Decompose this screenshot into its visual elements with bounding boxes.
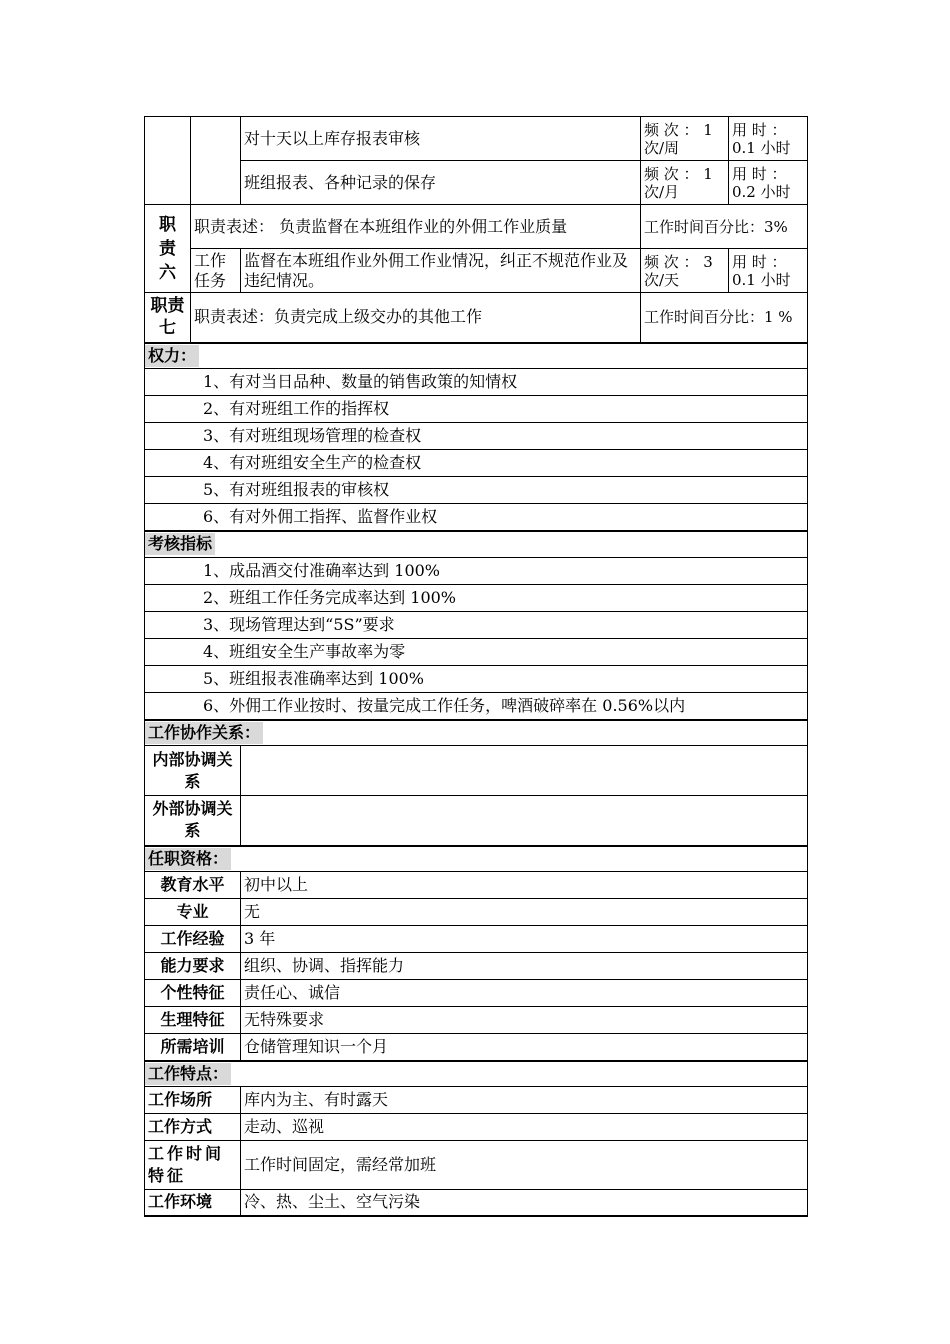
internal-relations-value bbox=[241, 746, 808, 796]
qualification-label: 所需培训 bbox=[145, 1034, 241, 1061]
relations-title: 工作协作关系： bbox=[145, 722, 263, 744]
kpi-item: 4、班组安全生产事故率为零 bbox=[145, 639, 808, 666]
duty-task: 班组报表、各种记录的保存 bbox=[241, 161, 641, 205]
duty-seven-desc: 职责表述：负责完成上级交办的其他工作 bbox=[191, 293, 641, 343]
qualification-value: 责任心、诚信 bbox=[241, 980, 808, 1007]
powers-header bbox=[145, 343, 808, 369]
features-title: 工作特点： bbox=[145, 1063, 231, 1085]
duty-six-task-row bbox=[145, 249, 808, 293]
feature-label: 工作时间特征 bbox=[145, 1141, 241, 1190]
duty-row bbox=[145, 117, 808, 161]
qualification-label: 能力要求 bbox=[145, 953, 241, 980]
duty-frequency: 频 次 ： 1 次/月 bbox=[641, 161, 729, 205]
qualification-label: 工作经验 bbox=[145, 926, 241, 953]
duty-task: 对十天以上库存报表审核 bbox=[241, 117, 641, 161]
kpi-item: 1、成品酒交付准确率达到 100% bbox=[145, 558, 808, 585]
kpi-item: 5、班组报表准确率达到 100% bbox=[145, 666, 808, 693]
duty-six-desc: 职责表述： 负责监督在本班组作业的外佣工作业质量 bbox=[191, 205, 641, 249]
qualification-label: 个性特征 bbox=[145, 980, 241, 1007]
power-item: 3、有对班组现场管理的检查权 bbox=[145, 423, 808, 450]
internal-relations-label: 内部协调关系 bbox=[145, 746, 241, 796]
qualification-label: 专业 bbox=[145, 899, 241, 926]
duty-time: 用 时 ： 0.2 小时 bbox=[729, 161, 808, 205]
qualification-label: 生理特征 bbox=[145, 1007, 241, 1034]
duty-seven-label: 职责七 bbox=[145, 293, 191, 343]
feature-value: 走动、巡视 bbox=[241, 1114, 808, 1141]
features-header bbox=[145, 1061, 808, 1087]
qualifications-header bbox=[145, 846, 808, 872]
feature-value: 库内为主、有时露天 bbox=[241, 1087, 808, 1114]
kpi-title: 考核指标 bbox=[145, 533, 215, 555]
qualification-value: 仓储管理知识一个月 bbox=[241, 1034, 808, 1061]
qualification-value: 3 年 bbox=[241, 926, 808, 953]
duty-frequency: 频 次 ： 1 次/周 bbox=[641, 117, 729, 161]
blank-cell bbox=[191, 117, 241, 205]
power-item: 1、有对当日品种、数量的销售政策的知情权 bbox=[145, 369, 808, 396]
duty-frequency: 频 次 ： 3 次/天 bbox=[641, 249, 729, 293]
powers-title: 权力： bbox=[145, 345, 199, 367]
main-table bbox=[144, 116, 808, 1217]
feature-label: 工作场所 bbox=[145, 1087, 241, 1114]
qualification-value: 组织、协调、指挥能力 bbox=[241, 953, 808, 980]
external-relations-row bbox=[145, 796, 808, 846]
qualification-value: 无特殊要求 bbox=[241, 1007, 808, 1034]
power-item: 5、有对班组报表的审核权 bbox=[145, 477, 808, 504]
job-description-table bbox=[144, 116, 807, 1217]
external-relations-value bbox=[241, 796, 808, 846]
qualification-value: 无 bbox=[241, 899, 808, 926]
power-item: 2、有对班组工作的指挥权 bbox=[145, 396, 808, 423]
internal-relations-row bbox=[145, 746, 808, 796]
duty-time: 用 时 ： 0.1 小时 bbox=[729, 117, 808, 161]
qualification-value: 初中以上 bbox=[241, 872, 808, 899]
qualification-label: 教育水平 bbox=[145, 872, 241, 899]
feature-label: 工作方式 bbox=[145, 1114, 241, 1141]
kpi-item: 2、班组工作任务完成率达到 100% bbox=[145, 585, 808, 612]
power-item: 6、有对外佣工指挥、监督作业权 bbox=[145, 504, 808, 531]
kpi-item: 6、外佣工作业按时、按量完成工作任务，啤酒破碎率在 0.56%以内 bbox=[145, 693, 808, 720]
task-label: 工作任务 bbox=[191, 249, 241, 293]
blank-cell bbox=[145, 117, 191, 205]
duty-six-task: 监督在本班组作业外佣工作业情况，纠正不规范作业及违纪情况。 bbox=[241, 249, 641, 293]
feature-value: 工作时间固定，需经常加班 bbox=[241, 1141, 808, 1190]
qualifications-title: 任职资格： bbox=[145, 848, 231, 870]
duty-six-row bbox=[145, 205, 808, 249]
feature-value: 冷、热、尘土、空气污染 bbox=[241, 1190, 808, 1216]
external-relations-label: 外部协调关系 bbox=[145, 796, 241, 846]
duty-time: 用 时 ： 0.1 小时 bbox=[729, 249, 808, 293]
duty-six-percent: 工作时间百分比：3% bbox=[641, 205, 808, 249]
kpi-header bbox=[145, 531, 808, 558]
relations-header bbox=[145, 720, 808, 746]
duty-row bbox=[145, 161, 808, 205]
feature-label: 工作环境 bbox=[145, 1190, 241, 1216]
duty-seven-row bbox=[145, 293, 808, 343]
duty-six-label: 职责六 bbox=[145, 205, 191, 293]
kpi-item: 3、现场管理达到“5S”要求 bbox=[145, 612, 808, 639]
duty-seven-percent: 工作时间百分比：1 % bbox=[641, 293, 808, 343]
power-item: 4、有对班组安全生产的检查权 bbox=[145, 450, 808, 477]
